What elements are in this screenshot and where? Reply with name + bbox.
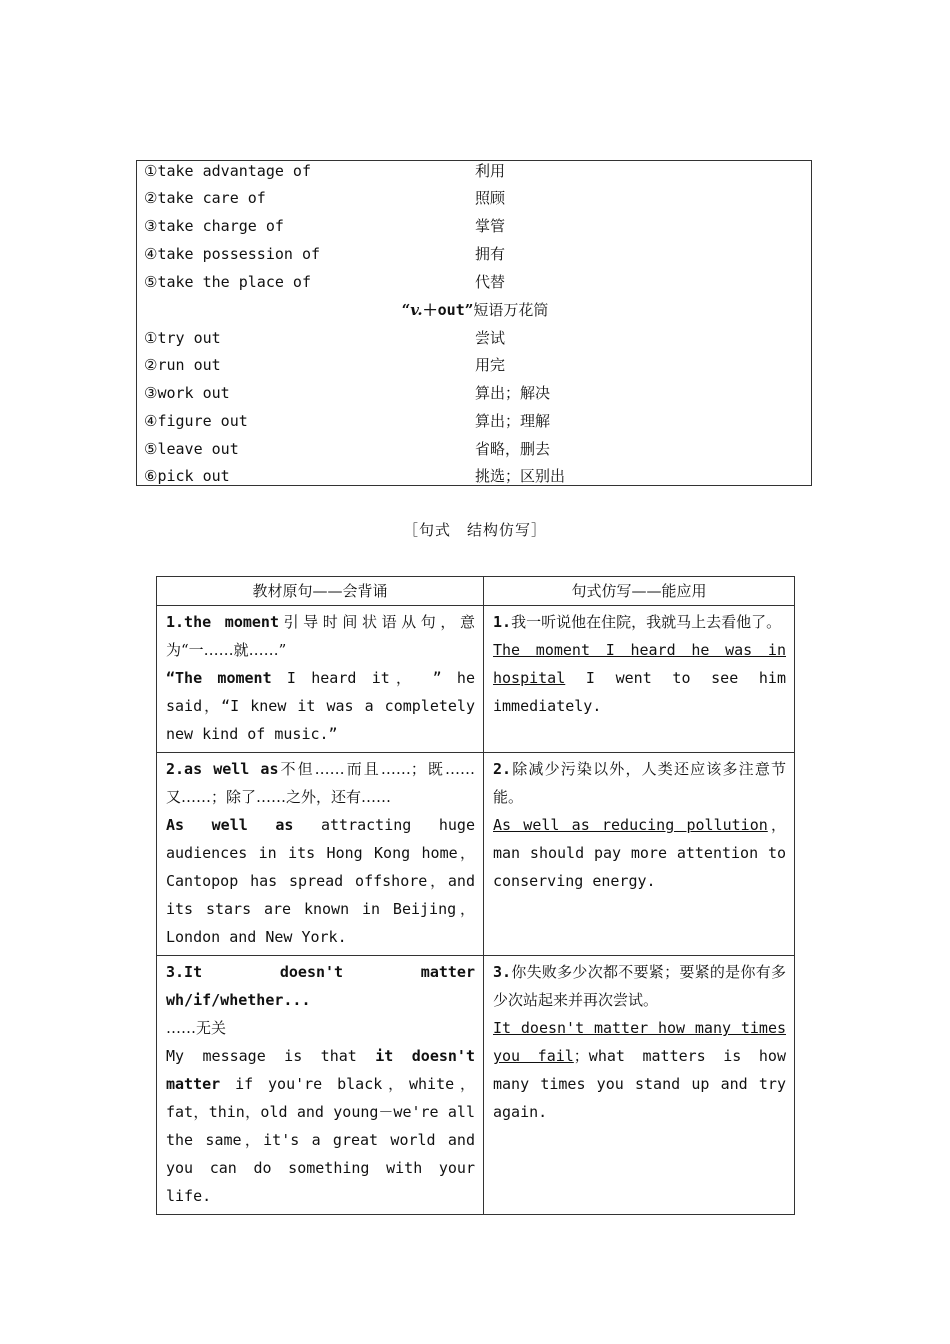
answer-rest: ；what matters is how many times you stand up and try again. — [493, 1047, 786, 1121]
phrase-en: ③work out — [144, 384, 230, 402]
item-number: 1. — [493, 613, 512, 631]
phrase-en: ③take charge of — [144, 217, 284, 235]
imitation-cell — [484, 606, 795, 753]
phrase-en: ④take possession of — [144, 245, 321, 263]
table-row — [157, 956, 795, 1215]
original-sentence-cell — [157, 606, 484, 753]
answer-underlined: It doesn't matter how many times you fail — [493, 1019, 786, 1065]
phrase-zh: 省略，删去 — [475, 440, 551, 458]
phrase-zh: 算出；解决 — [475, 384, 551, 402]
subtitle-rest: 短语万花筒 — [473, 301, 549, 319]
answer-underlined: As well as reducing pollution — [493, 816, 768, 834]
pattern-keyword: 1.the moment — [166, 613, 279, 631]
phrase-en: ④figure out — [144, 412, 248, 430]
phrase-en: ⑥pick out — [144, 467, 230, 485]
section-title: ［句式 结构仿写］ — [402, 521, 547, 539]
example-keyword: As well as — [166, 816, 294, 834]
phrase-zh: 用完 — [475, 356, 506, 374]
phrase-zh: 挑选；区别出 — [475, 467, 566, 485]
example-text: attracting huge audiences in its Hong Kong home，Cantopop has spread offshore，and its stars are known in Beijing， London and New York. — [166, 816, 475, 946]
example-text: if you're black，white，fat，thin，old and young－we're all the same，it's a great world and you can do something with your life. — [166, 1075, 475, 1205]
example-keyword: it doesn't matter — [166, 1047, 475, 1093]
pattern-keyword: 2.as well as — [166, 760, 279, 778]
header-right: 句式仿写——能应用 — [484, 577, 795, 606]
phrase-en: ②take care of — [144, 189, 266, 207]
chinese-prompt: 我一听说他在住院，我就马上去看他了。 — [511, 613, 782, 631]
phrase-en: ①take advantage of — [144, 162, 311, 180]
phrase-en: ⑤take the place of — [144, 273, 311, 291]
phrase-zh: 掌管 — [475, 217, 506, 235]
pattern-description: 不但……而且……；既……又……；除了……之外，还有…… — [166, 760, 475, 806]
v-symbol: v. — [410, 301, 423, 319]
quote-close: ” — [464, 301, 474, 319]
table-row — [157, 606, 795, 753]
example-keyword: “The moment — [166, 669, 272, 687]
sentence-table — [156, 576, 795, 1215]
phrase-zh: 照顾 — [475, 189, 506, 207]
example-prefix: My message is that — [166, 1047, 376, 1065]
answer-rest: ，man should pay more attention to conserving energy. — [493, 816, 786, 890]
imitation-cell — [484, 956, 795, 1215]
pattern-description: ……无关 — [166, 1019, 227, 1037]
table-header-row — [157, 577, 795, 606]
chinese-prompt: 除减少污染以外，人类还应该多注意节能。 — [493, 760, 786, 806]
answer-underlined: The moment I heard he was in hospital — [493, 641, 786, 687]
quote-open: “ — [401, 301, 411, 319]
phrase-en: ①try out — [144, 329, 221, 347]
imitation-cell — [484, 753, 795, 956]
answer-rest: I went to see him immediately. — [493, 669, 786, 715]
phrase-zh: 拥有 — [475, 245, 506, 263]
pattern-keyword: 3.It doesn't matter wh/if/whether... — [166, 963, 475, 1009]
phrase-zh: 尝试 — [475, 329, 506, 347]
original-sentence-cell — [157, 956, 484, 1215]
phrase-en: ⑤leave out — [144, 440, 239, 458]
table-row — [157, 753, 795, 956]
phrase-zh: 算出；理解 — [475, 412, 551, 430]
item-number: 3. — [493, 963, 512, 981]
phrase-en: ②run out — [144, 356, 221, 374]
plus-out: ＋out — [422, 301, 465, 319]
item-number: 2. — [493, 760, 512, 778]
phrase-box — [136, 160, 812, 486]
header-left: 教材原句——会背诵 — [157, 577, 484, 606]
chinese-prompt: 你失败多少次都不要紧；要紧的是你有多少次站起来并再次尝试。 — [493, 963, 786, 1009]
example-text: I heard it， ” he said，“I knew it was a completely new kind of music.” — [166, 669, 475, 743]
vout-subtitle — [137, 297, 813, 324]
phrase-zh: 利用 — [475, 162, 506, 180]
original-sentence-cell — [157, 753, 484, 956]
phrase-zh: 代替 — [475, 273, 506, 291]
pattern-description: 引导时间状语从句，意为“一……就……” — [166, 613, 475, 659]
